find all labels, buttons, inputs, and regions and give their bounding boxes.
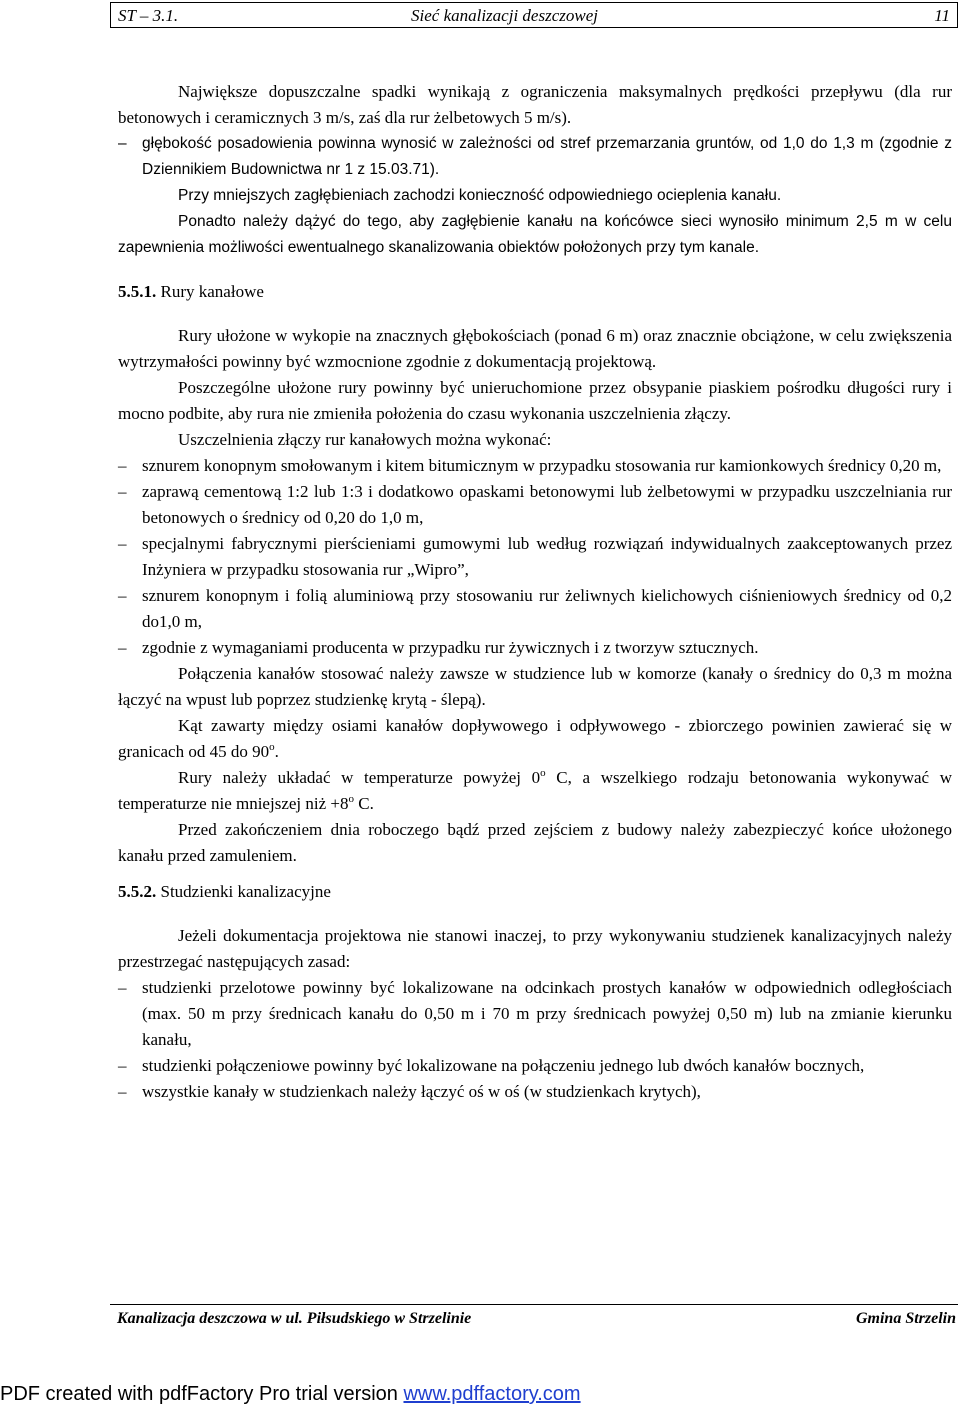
- list-item-text: zaprawą cementową 1:2 lub 1:3 i dodatkowo opaskami betonowymi lub żelbetowymi w przypadku uszczelniania rur betonowych o średnicy od 0,20 do 1,0 m,: [142, 482, 952, 527]
- list-item: [118, 531, 952, 583]
- list-item-text: sznurem konopnym i folią aluminiową przy stosowaniu rur żeliwnych kielichowych ciśnieniowych średnicy od 0,2 do1,0 m,: [142, 586, 952, 631]
- section-heading-551: [118, 279, 952, 305]
- banner-text: PDF created with pdfFactory Pro trial version: [0, 1383, 404, 1405]
- dash-bullet: –: [118, 482, 127, 501]
- paragraph-manholes-intro: Jeżeli dokumentacja projektowa nie stanowi inaczej, to przy wykonywaniu studzienek kanalizacyjnych należy przestrzegać następujących zasad:: [118, 926, 952, 971]
- degree-sup: o: [348, 793, 354, 805]
- paragraph-pipe-fixing: Poszczególne ułożone rury powinny być unieruchomione przez obsypanie piaskiem pośrodku długości rury i mocno podbite, aby rura nie zmieniła położenia do czasu wykonania uszczelnienia złączy.: [118, 378, 952, 423]
- list-item: [118, 1079, 952, 1105]
- section-title: Rury kanałowe: [160, 282, 264, 301]
- text-run: Kąt zawarty między osiami kanałów dopływowego i odpływowego - zbiorczego powinien zawierać się w granicach od 45 do 90: [118, 716, 952, 761]
- dash-bullet: –: [118, 978, 127, 997]
- list-item-text: specjalnymi fabrycznymi pierścieniami gumowymi lub według rozwiązań indywidualnych zaakceptowanych przez Inżyniera w przypadku stosowania rur „Wipro”,: [142, 534, 952, 579]
- section-number: 5.5.1.: [118, 282, 157, 301]
- text-run: .: [274, 742, 279, 761]
- dash-bullet: –: [118, 534, 127, 553]
- paragraph-max-slopes: Największe dopuszczalne spadki wynikają z ograniczenia maksymalnych prędkości przepływu (dla rur betonowych i ceramicznych 3 m/s, zaś dla rur żelbetowych 5 m/s).: [118, 82, 952, 127]
- degree-sup: o: [269, 741, 275, 753]
- section-title: Studzienki kanalizacyjne: [160, 882, 331, 901]
- list-item-depth: [118, 131, 952, 183]
- list-item-text: sznurem konopnym smołowanym i kitem bitumicznym w przypadku stosowania rur kamionkowych średnicy 0,20 m,: [142, 456, 942, 475]
- section-number: 5.5.2.: [118, 882, 157, 901]
- paragraph-temperature: [118, 765, 952, 817]
- pdf-creator-banner: [0, 1383, 581, 1406]
- paragraph-joint-sealing: Uszczelnienia złączy rur kanałowych można wykonać:: [178, 430, 552, 449]
- header-doc-title: Sieć kanalizacji deszczowej: [411, 6, 598, 25]
- text-run: C, a wszelkiego rodzaju betonowania wykonywać w temperaturze nie mniejszej niż +8: [118, 768, 952, 813]
- list-item: [118, 453, 952, 479]
- header-doc-code: ST – 3.1.: [118, 6, 179, 25]
- dash-bullet: –: [118, 586, 127, 605]
- dash-bullet: –: [118, 1056, 127, 1075]
- list-item-text: głębokość posadowienia powinna wynosić w zależności od stref przemarzania gruntów, od 1,0 do 1,3 m (zgodnie z Dziennikiem Budownictwa nr 1 z 15.03.71).: [142, 135, 952, 178]
- text-run: Rury należy układać w temperaturze powyżej 0: [178, 768, 541, 787]
- header-page-number: 11: [934, 6, 950, 25]
- dash-bullet: –: [118, 638, 127, 657]
- section-heading-552: [118, 879, 952, 905]
- paragraph-minimum-depth: Ponadto należy dążyć do tego, aby zagłębienie kanału na końcówce sieci wynosiło minimum 2,5 m w celu zapewnienia możliwości ewentualnego skanalizowania obiektów położonych przy tym kanale.: [118, 213, 952, 256]
- page-footer: [110, 1304, 958, 1330]
- list-item: [118, 975, 952, 1053]
- list-item-text: studzienki połączeniowe powinny być lokalizowane na połączeniu jednego lub dwóch kanałów bocznych,: [142, 1056, 865, 1075]
- list-item: [118, 1053, 952, 1079]
- dash-bullet: –: [118, 135, 127, 152]
- dash-bullet: –: [118, 456, 127, 475]
- list-item: [118, 479, 952, 531]
- list-item-text: wszystkie kanały w studzienkach należy łączyć oś w oś (w studzienkach krytych),: [142, 1082, 701, 1101]
- list-item-text: studzienki przelotowe powinny być lokalizowane na odcinkach prostych kanałów w odpowiednich odległościach (max. 50 m przy średnicach kanału do 0,50 m i 70 m przy średnicach powyżej 0,50 m) lub na zmianie kierunku kanału,: [142, 978, 952, 1049]
- document-body: [118, 79, 952, 1105]
- text-run: C.: [354, 794, 374, 813]
- footer-project-name: Kanalizacja deszczowa w ul. Piłsudskiego w Strzelinie: [117, 1310, 472, 1327]
- paragraph-connections: Połączenia kanałów stosować należy zawsze w studzience lub w komorze (kanały o średnicy do 0,3 m można łączyć na wpust lub poprzez studzienkę krytą - ślepą).: [118, 664, 952, 709]
- list-item: [118, 635, 952, 661]
- paragraph-angle: [118, 713, 952, 765]
- pdffactory-link[interactable]: www.pdffactory.com: [403, 1383, 581, 1405]
- paragraph-insulation: Przy mniejszych zagłębieniach zachodzi konieczność odpowiedniego ocieplenia kanału.: [178, 187, 782, 204]
- page-header: [110, 2, 958, 28]
- degree-sup: o: [540, 767, 546, 779]
- footer-client: Gmina Strzelin: [855, 1310, 956, 1327]
- dash-bullet: –: [118, 1082, 127, 1101]
- paragraph-deep-pipes: Rury ułożone w wykopie na znacznych głębokościach (ponad 6 m) oraz znacznie obciążone, w celu zwiększenia wytrzymałości powinny być wzmocnione zgodnie z dokumentacją projektową.: [118, 326, 952, 371]
- list-item: [118, 583, 952, 635]
- list-item-text: zgodnie z wymaganiami producenta w przypadku rur żywicznych i z tworzyw sztucznych.: [142, 638, 759, 657]
- paragraph-end-of-day: Przed zakończeniem dnia roboczego bądź przed zejściem z budowy należy zabezpieczyć końce ułożonego kanału przed zamuleniem.: [118, 820, 952, 865]
